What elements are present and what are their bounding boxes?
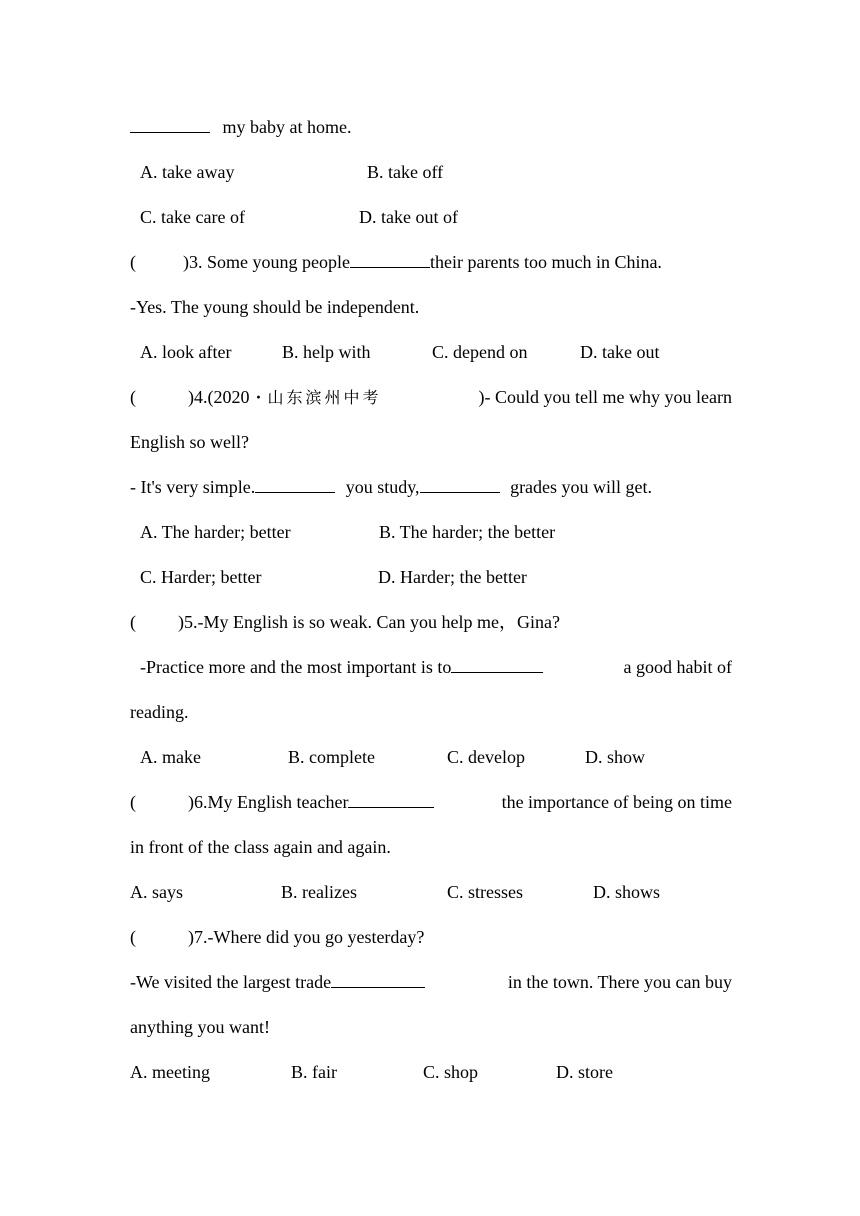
q4-source-dot: · bbox=[255, 387, 262, 407]
q2-option-c: C. take care of bbox=[140, 207, 245, 227]
q4-reply-text-b: you study, bbox=[345, 477, 420, 497]
q4-option-b: B. The harder; the better bbox=[379, 522, 556, 542]
q4-options-row1 bbox=[130, 519, 732, 545]
q5-options bbox=[130, 744, 732, 770]
q6-options bbox=[130, 879, 732, 905]
q3-stem-text: their parents too much in China. bbox=[429, 252, 662, 272]
q2-stem bbox=[130, 114, 732, 140]
q6-option-a: A. says bbox=[130, 882, 183, 902]
q3-option-d: D. take out bbox=[580, 342, 660, 362]
q5-reply-cont: reading. bbox=[130, 702, 189, 722]
answer-blank[interactable] bbox=[130, 114, 210, 133]
q7-stem bbox=[130, 924, 732, 950]
q6-option-d: D. shows bbox=[593, 882, 661, 902]
q4-option-a: A. The harder; better bbox=[140, 522, 291, 542]
q2-option-b: B. take off bbox=[367, 162, 444, 182]
q2-option-a: A. take away bbox=[140, 162, 235, 182]
answer-blank[interactable] bbox=[255, 474, 335, 493]
q7-option-d: D. store bbox=[556, 1062, 613, 1082]
q6-option-b: B. realizes bbox=[281, 882, 357, 902]
answer-blank[interactable] bbox=[331, 969, 425, 988]
q6-stem bbox=[130, 789, 732, 815]
q5-reply-text-a: -Practice more and the most important is to bbox=[140, 657, 452, 677]
q4-number: )4.(2020 bbox=[188, 387, 250, 407]
q5-paren-open: ( bbox=[130, 612, 136, 632]
q2-stem-text: my baby at home. bbox=[222, 117, 352, 137]
answer-blank[interactable] bbox=[350, 249, 430, 268]
q4-reply-text-a: - It's very simple. bbox=[130, 477, 256, 497]
q4-option-c: C. Harder; better bbox=[140, 567, 262, 587]
q3-option-c: C. depend on bbox=[432, 342, 528, 362]
q3-reply: -Yes. The young should be independent. bbox=[130, 297, 420, 317]
q3-paren-open: ( bbox=[130, 252, 136, 272]
q7-option-b: B. fair bbox=[291, 1062, 337, 1082]
q2-options-row1 bbox=[130, 159, 732, 185]
q7-reply-cont: anything you want! bbox=[130, 1017, 270, 1037]
q5-reply bbox=[130, 654, 732, 680]
q6-stem-text: the importance of being on time bbox=[501, 792, 732, 812]
q5-stem bbox=[130, 609, 732, 635]
q4-paren-open: ( bbox=[130, 387, 136, 407]
q7-paren-open: ( bbox=[130, 927, 136, 947]
q7-reply bbox=[130, 969, 732, 995]
q3-option-a: A. look after bbox=[140, 342, 232, 362]
answer-blank[interactable] bbox=[348, 789, 434, 808]
answer-blank[interactable] bbox=[420, 474, 500, 493]
q4-reply-text-c: grades you will get. bbox=[510, 477, 653, 497]
q6-stem-cont: in front of the class again and again. bbox=[130, 837, 391, 857]
q3-option-b: B. help with bbox=[282, 342, 371, 362]
q5-option-a: A. make bbox=[140, 747, 201, 767]
q4-source: 山东滨州中考 bbox=[267, 388, 382, 407]
q4-option-d: D. Harder; the better bbox=[378, 567, 527, 587]
q6-paren-open: ( bbox=[130, 792, 136, 812]
q5-reply-text-b: a good habit of bbox=[623, 657, 732, 677]
q6-option-c: C. stresses bbox=[447, 882, 523, 902]
q2-options-row2 bbox=[130, 204, 732, 230]
q2-option-d: D. take out of bbox=[359, 207, 458, 227]
q5-option-c: C. develop bbox=[447, 747, 525, 767]
q4-options-row2 bbox=[130, 564, 732, 590]
q4-stem-text: )- Could you tell me why you learn bbox=[478, 387, 732, 407]
q7-reply-text-b: in the town. There you can buy bbox=[507, 972, 732, 992]
q7-number: )7.-Where did you go yesterday? bbox=[188, 927, 425, 947]
q3-options bbox=[130, 339, 732, 365]
q6-number: )6.My English teacher bbox=[188, 792, 349, 812]
q3-stem bbox=[130, 249, 732, 275]
q4-stem-cont: English so well? bbox=[130, 432, 249, 452]
answer-blank[interactable] bbox=[451, 654, 543, 673]
q7-option-a: A. meeting bbox=[130, 1062, 210, 1082]
q7-options bbox=[130, 1059, 732, 1085]
q5-number: )5.-My English is so weak. Can you help me，Gina? bbox=[178, 612, 560, 632]
q3-number: )3. Some young people bbox=[183, 252, 350, 272]
q4-stem bbox=[130, 384, 732, 410]
q5-option-b: B. complete bbox=[288, 747, 375, 767]
q4-reply bbox=[130, 474, 732, 500]
q7-option-c: C. shop bbox=[423, 1062, 479, 1082]
q7-reply-text-a: -We visited the largest trade bbox=[130, 972, 332, 992]
q5-option-d: D. show bbox=[585, 747, 646, 767]
